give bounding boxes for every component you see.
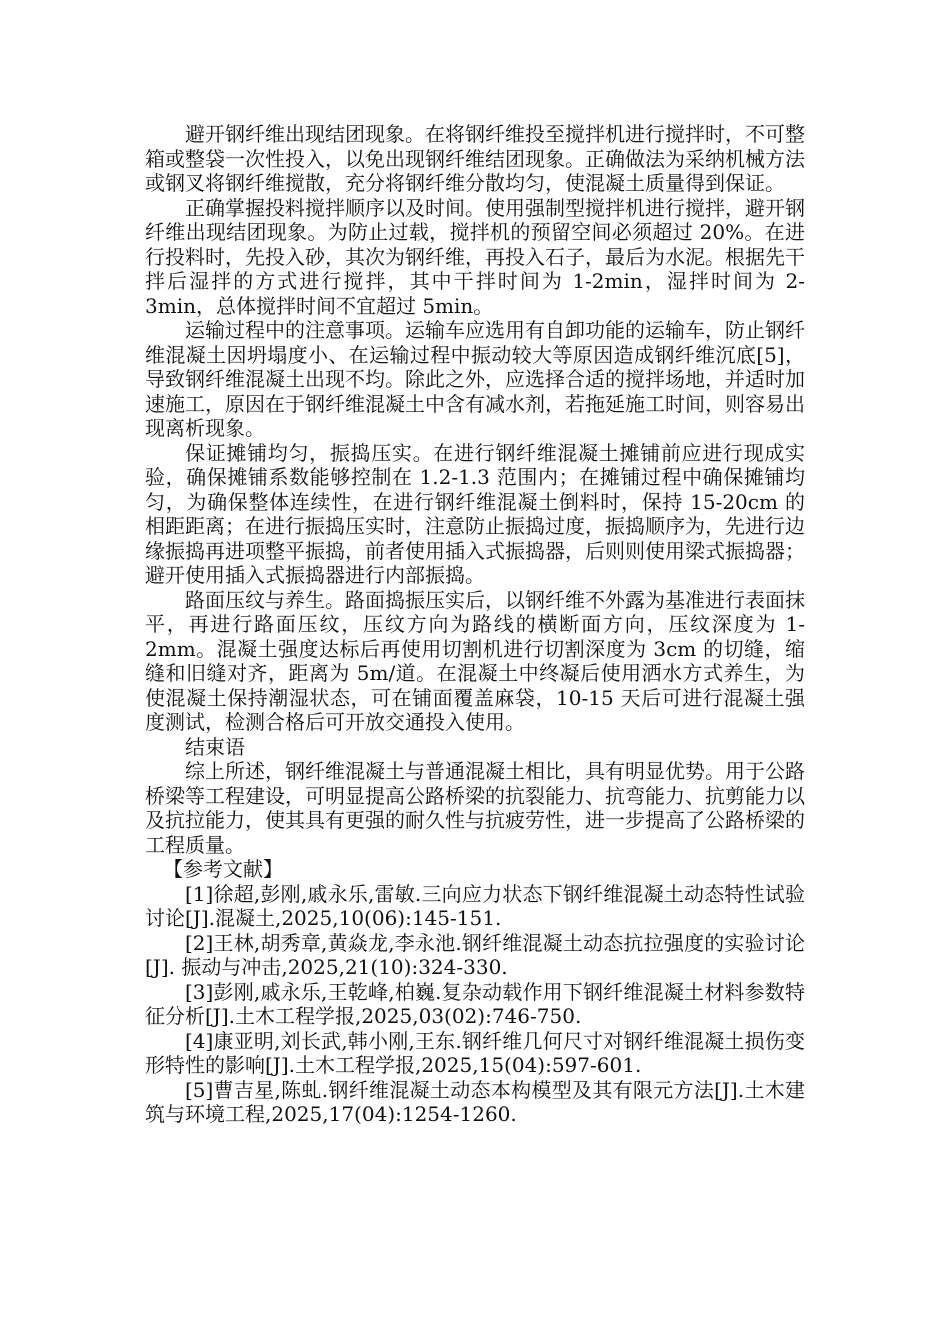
reference-item: [2]王林,胡秀章,黄焱龙,李永池.钢纤维混凝土动态抗拉强度的实验讨论[J]. 振动与冲击,2025,21(10):324-330. — [145, 930, 805, 979]
references-list — [145, 882, 805, 1127]
reference-item: [3]彭刚,戚永乐,王乾峰,柏巍.复杂动载作用下钢纤维混凝土材料参数特征分析[J].土木工程学报,2025,03(02):746-750. — [145, 979, 805, 1028]
body-paragraph: 避开钢纤维出现结团现象。在将钢纤维投至搅拌机进行搅拌时，不可整箱或整袋一次性投入，以免出现钢纤维结团现象。正确做法为采纳机械方法或钢叉将钢纤维搅散，充分将钢纤维分散均匀，使混凝土质量得到保证。 — [145, 122, 805, 195]
conclusion-heading: 结束语 — [185, 734, 245, 759]
conclusion-paragraph: 综上所述，钢纤维混凝土与普通混凝土相比，具有明显优势。用于公路桥梁等工程建设，可明显提高公路桥梁的抗裂能力、抗弯能力、抗剪能力以及抗拉能力，使其具有更强的耐久性与抗疲劳性，进一步提高了公路桥梁的工程质量。 — [145, 759, 805, 857]
body-paragraph: 运输过程中的注意事项。运输车应选用有自卸功能的运输车，防止钢纤维混凝土因坍塌度小、在运输过程中振动较大等原因造成钢纤维沉底[5]，导致钢纤维混凝土出现不均。除此之外，应选择合适的搅拌场地，并适时加速施工，原因在于钢纤维混凝土中含有减水剂，若拖延施工时间，则容易出现离析现象。 — [145, 318, 805, 440]
body-paragraph: 正确掌握投料搅拌顺序以及时间。使用强制型搅拌机进行搅拌，避开钢纤维出现结团现象。为防止过载，搅拌机的预留空间必须超过 20%。在进行投料时，先投入砂，其次为钢纤维，再投入石子，最后为水泥。根据先干拌后湿拌的方式进行搅拌，其中干拌时间为 1-2min，湿拌时间为 2-3min，总体搅拌时间不宜超过 5min。 — [145, 195, 805, 318]
body-paragraph: 保证摊铺均匀，振捣压实。在进行钢纤维混凝土摊铺前应进行现成实验，确保摊铺系数能够控制在 1.2-1.3 范围内；在摊铺过程中确保摊铺均匀，为确保整体连续性，在进行钢纤维混凝土倒料时，保持 15-20cm 的相距距离；在进行振捣压实时，注意防止振捣过度，振捣顺序为，先进行边缘振捣再进项整平振捣，前者使用插入式振捣器，后则则使用梁式振捣器；避开使用插入式振捣器进行内部振捣。 — [145, 440, 805, 587]
document-page — [145, 122, 805, 1127]
reference-item: [5]曹吉星,陈虬.钢纤维混凝土动态本构模型及其有限元方法[J].土木建筑与环境工程,2025,17(04):1254-1260. — [145, 1077, 805, 1126]
reference-item: [1]徐超,彭刚,戚永乐,雷敏.三向应力状态下钢纤维混凝土动态特性试验讨论[J].混凝土,2025,10(06):145-151. — [145, 881, 805, 930]
body-paragraph: 路面压纹与养生。路面捣振压实后，以钢纤维不外露为基准进行表面抹平，再进行路面压纹，压纹方向为路线的横断面方向，压纹深度为 1-2mm。混凝土强度达标后再使用切割机进行切割深度为 3cm 的切缝，缩缝和旧缝对齐，距离为 5m/道。在混凝土中终凝后使用洒水方式养生，为使混凝土保持潮湿状态，可在铺面覆盖麻袋，10-15 天后可进行混凝土强度测试，检测合格后可开放交通投入使用。 — [145, 587, 805, 734]
references-title: 【参考文献】 — [163, 857, 283, 881]
reference-item: [4]康亚明,刘长武,韩小刚,王东.钢纤维几何尺寸对钢纤维混凝土损伤变形特性的影响[J].土木工程学报,2025,15(04):597-601. — [145, 1028, 805, 1077]
